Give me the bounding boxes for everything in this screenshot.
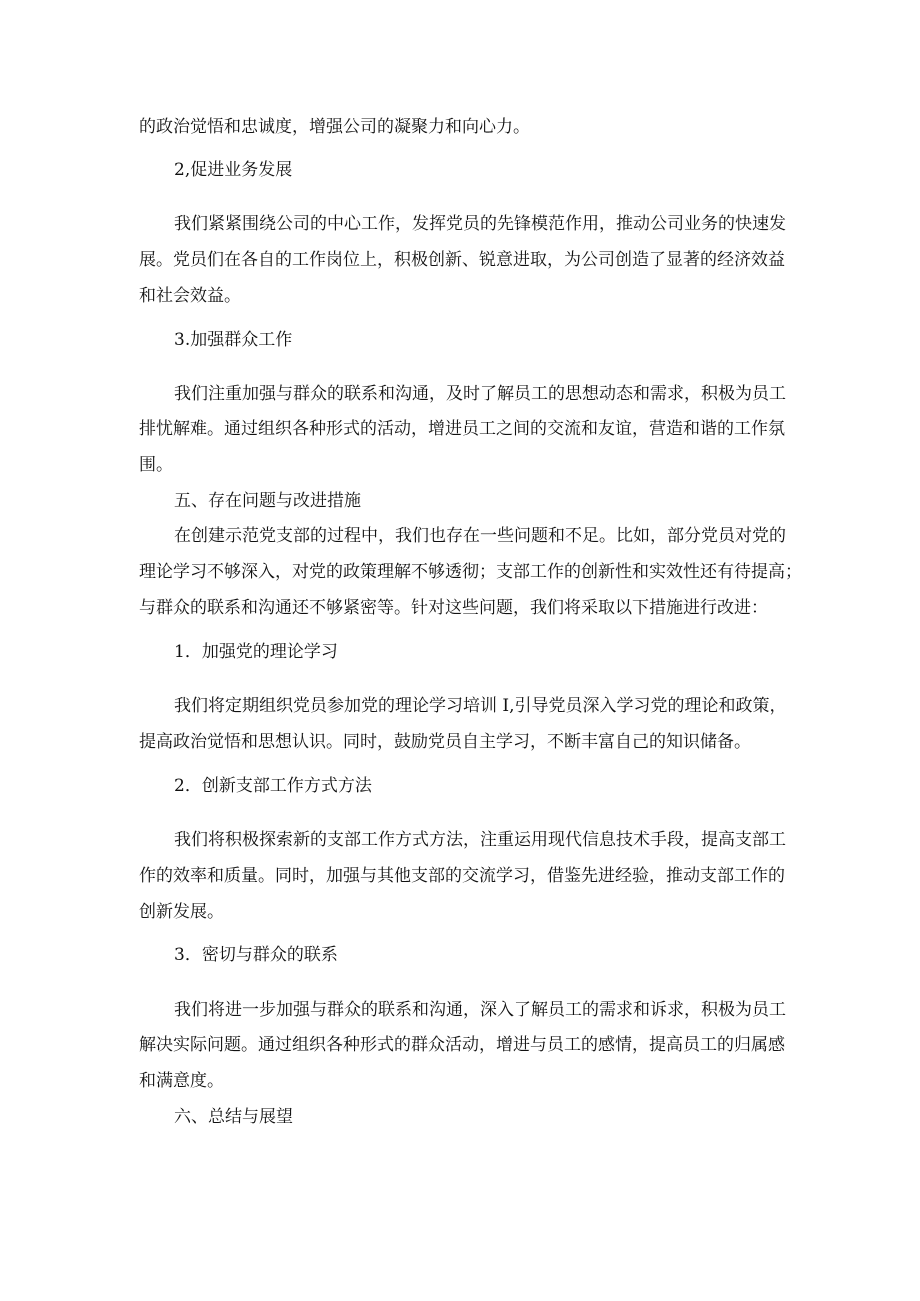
- section-heading: 3.加强群众工作: [174, 330, 293, 350]
- paragraph-line: 理论学习不够深入，对党的政策理解不够透彻；支部工作的创新性和实效性还有待提高；: [139, 562, 802, 582]
- paragraph-line: 展。党员们在各自的工作岗位上，积极创新、锐意进取，为公司创造了显著的经济效益: [139, 250, 785, 270]
- paragraph-line: 与群众的联系和沟通还不够紧密等。针对这些问题，我们将采取以下措施进行改进：: [139, 598, 768, 618]
- paragraph-line: 提高政治觉悟和思想认识。同时，鼓励党员自主学习，不断丰富自己的知识储备。: [139, 732, 751, 752]
- paragraph-line: 解决实际问题。通过组织各种形式的群众活动，增进与员工的感情，提高员工的归属感: [139, 1035, 785, 1055]
- chapter-heading: 五、存在问题与改进措施: [174, 491, 361, 511]
- paragraph-line: 创新发展。: [139, 902, 224, 922]
- section-heading: 3．密切与群众的联系: [174, 945, 338, 965]
- paragraph-line: 和社会效益。: [139, 286, 241, 306]
- section-heading: 2．创新支部工作方式方法: [174, 776, 372, 796]
- paragraph-line: 排忧解难。通过组织各种形式的活动，增进员工之间的交流和友谊，营造和谐的工作氛: [139, 419, 785, 439]
- chapter-heading: 六、总结与展望: [174, 1107, 293, 1127]
- paragraph-line: 我们将定期组织党员参加党的理论学习培训 I,引导党员深入学习党的理论和政策，: [174, 696, 787, 716]
- section-heading: 1．加强党的理论学习: [174, 642, 338, 662]
- paragraph-line: 我们将进一步加强与群众的联系和沟通，深入了解员工的需求和诉求，积极为员工: [174, 1000, 786, 1020]
- paragraph-line: 作的效率和质量。同时，加强与其他支部的交流学习，借鉴先进经验，推动支部工作的: [139, 866, 785, 886]
- paragraph-line: 和满意度。: [139, 1071, 224, 1091]
- section-heading: 2,促进业务发展: [174, 160, 293, 180]
- paragraph-line: 围。: [139, 455, 173, 475]
- paragraph-line: 我们紧紧围绕公司的中心工作，发挥党员的先锋模范作用，推动公司业务的快速发: [174, 214, 786, 234]
- paragraph-line: 我们将积极探索新的支部工作方式方法，注重运用现代信息技术手段，提高支部工: [174, 830, 786, 850]
- paragraph-line: 的政治觉悟和忠诚度，增强公司的凝聚力和向心力。: [139, 117, 530, 137]
- paragraph-line: 在创建示范党支部的过程中，我们也存在一些问题和不足。比如，部分党员对党的: [174, 526, 786, 546]
- paragraph-line: 我们注重加强与群众的联系和沟通，及时了解员工的思想动态和需求，积极为员工: [174, 384, 786, 404]
